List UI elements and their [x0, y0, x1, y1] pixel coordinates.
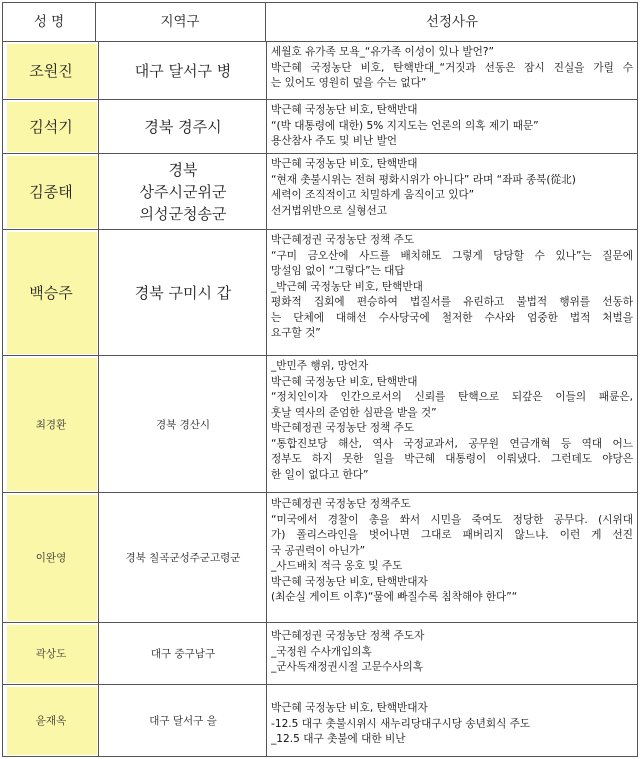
- candidate-region: [99, 230, 267, 355]
- selection-reasons: [267, 103, 637, 150]
- candidate-name: 백승주: [29, 284, 73, 302]
- reason-line: “구미 금오산에 사드를 배치해도 그렇게 당당할 수 있나”는 질문에: [271, 249, 633, 262]
- reason-line: 는 단체에 대해선 수사당국에 철저한 수사와 엄중한 법적 처벌을: [271, 311, 633, 324]
- header-name: 성 명: [33, 14, 65, 30]
- reason-line: 박근혜 국정농단 비호, 탄핵반대: [271, 158, 418, 170]
- candidate-name: 최경환: [35, 418, 67, 431]
- reason-line: _12.5 대구 촛불에 대한 비난: [271, 733, 406, 745]
- table-row: [2, 42, 638, 100]
- reason-line: “통합진보당 해산, 역사 국정교과서, 공무원 연금개혁 등 역대 어느: [271, 437, 633, 450]
- candidate-region: [99, 685, 267, 756]
- reason-line: 망설임 없이 “그렇다”는 대답: [271, 265, 405, 277]
- reason-line: 국 공권력이 아닌가”: [271, 544, 366, 557]
- reason-line: “미국에서 경찰이 총을 쏴서 시민을 죽여도 정당한 공무다. (시위대: [271, 513, 633, 526]
- table-row: [2, 623, 638, 685]
- candidate-name: 김종태: [29, 183, 73, 201]
- reason-line: “(박 대통령에 대한) 5% 지지도는 언론의 의혹 제기 때문”: [271, 119, 539, 132]
- candidate-name: 김석기: [29, 118, 73, 136]
- reason-line: 박근혜 국정농단 비호, 탄핵반대: [271, 104, 418, 116]
- reason-line: _박근혜 국정농단 비호, 탄핵반대: [271, 280, 423, 293]
- reason-line: 박근혜 국정농단 비호, 탄핵반대자: [271, 702, 428, 714]
- table-row: [2, 493, 638, 623]
- region-line: 경북 경산시: [155, 418, 211, 431]
- region-line: 대구 중구남구: [150, 648, 216, 660]
- candidate-name: 윤재옥: [35, 715, 67, 727]
- reason-line: 박근혜 국정농단 비호, 탄핵반대_“거짓과 선동은 잠시 진실을 가릴 수: [271, 61, 633, 74]
- reason-line: _반민주 행위, 망언자: [271, 360, 369, 372]
- reason-line: 세월호 유가족 모욕_“유가족 이성이 있나 발언?”: [271, 46, 494, 58]
- candidate-region: [99, 154, 267, 229]
- candidate-region: [99, 493, 267, 622]
- reason-line: 훗날 역사의 준엄한 심판을 받을 것”: [271, 406, 437, 419]
- reason-line: 박근혜정권 국정농단 정책주도: [271, 498, 411, 510]
- selection-reasons: [267, 629, 637, 676]
- reason-line: 한 일이 없다고 한다”: [271, 468, 369, 481]
- table-row: [2, 100, 638, 154]
- selection-reasons: [267, 497, 637, 606]
- reason-line: (최순실 게이트 이후)“물에 빠질수록 침착해야 한다”“: [271, 591, 518, 603]
- reason-line: 박근혜정권 국정농단 정책 주도: [271, 234, 415, 246]
- region-line: 경북 칠곡군성주군고령군: [125, 552, 241, 564]
- reason-line: 선거법위반으로 실형선고: [271, 204, 387, 217]
- candidate-table: [2, 2, 638, 757]
- table-row: [2, 685, 638, 757]
- header-reason: 선정사유: [425, 14, 479, 30]
- reason-line: 가) 폴리스라인을 벗어나면 그대로 패버리지 않느냐. 이런 게 선진: [271, 529, 633, 541]
- table-header: [2, 2, 638, 42]
- reason-line: 요구할 것”: [271, 327, 321, 339]
- reason-line: _국정원 수사개입의혹: [271, 645, 372, 658]
- reason-line: 세력이 조직적이고 치밀하게 움직이고 있다”: [271, 189, 475, 201]
- candidate-region: [99, 100, 267, 153]
- candidate-name: 조원진: [29, 62, 73, 80]
- reason-line: “현재 촛불시위는 전혀 평화시위가 아니다” 라며 “좌파 종북(從北): [271, 173, 576, 186]
- candidate-name: 이완영: [35, 552, 67, 564]
- table-row: [2, 230, 638, 356]
- reason-line: 평화적 집회에 편승하여 법질서를 유린하고 불법적 행위를 선동하: [271, 296, 633, 308]
- reason-line: 박근혜정권 국정농단 정책 주도: [271, 422, 415, 434]
- selection-reasons: [267, 233, 637, 342]
- region-line: 경북: [168, 160, 198, 179]
- region-line: 대구 달서구 병: [134, 61, 232, 80]
- selection-reasons: [267, 359, 637, 483]
- reason-line: -12.5 대구 촛불시위시 새누리당대구시당 송년회식 주도: [271, 717, 531, 730]
- header-region: 지역구: [160, 14, 200, 30]
- selection-reasons: [267, 45, 637, 92]
- reason-line: 는 있어도 영원히 덮을 수는 없다”: [271, 77, 427, 89]
- region-line: 상주시군위군: [139, 182, 227, 201]
- reason-line: 박근혜 국정농단 비호, 탄핵반대자: [271, 575, 428, 588]
- reason-line: “정치인이자 인간으로서의 신뢰를 탄핵으로 되갚은 이들의 패륜은,: [271, 391, 633, 403]
- reason-line: 정부도 하지 못한 일을 박근혜 대통령이 이뤄냈다. 그런데도 야당은: [271, 453, 633, 465]
- reason-line: _사드배치 적극 옹호 및 주도: [271, 560, 403, 572]
- table-row: [2, 154, 638, 230]
- reason-line: 박근혜 국정농단 비호, 탄핵반대: [271, 375, 418, 388]
- selection-reasons: [267, 701, 637, 748]
- candidate-region: [99, 356, 267, 492]
- reason-line: 용산참사 주도 및 비난 발언: [271, 135, 398, 147]
- table-row: [2, 356, 638, 493]
- candidate-region: [99, 42, 267, 99]
- reason-line: _군사독재정권시절 고문수사의혹: [271, 661, 423, 673]
- region-line: 대구 달서구 을: [149, 715, 217, 727]
- region-line: 경북 구미시 갑: [134, 283, 232, 302]
- region-line: 경북 경주시: [144, 117, 222, 136]
- candidate-name: 곽상도: [35, 648, 67, 660]
- candidate-region: [99, 623, 267, 684]
- region-line: 의성군청송군: [139, 204, 227, 223]
- reason-line: 박근혜정권 국정농단 정책 주도자: [271, 630, 425, 642]
- selection-reasons: [267, 157, 637, 219]
